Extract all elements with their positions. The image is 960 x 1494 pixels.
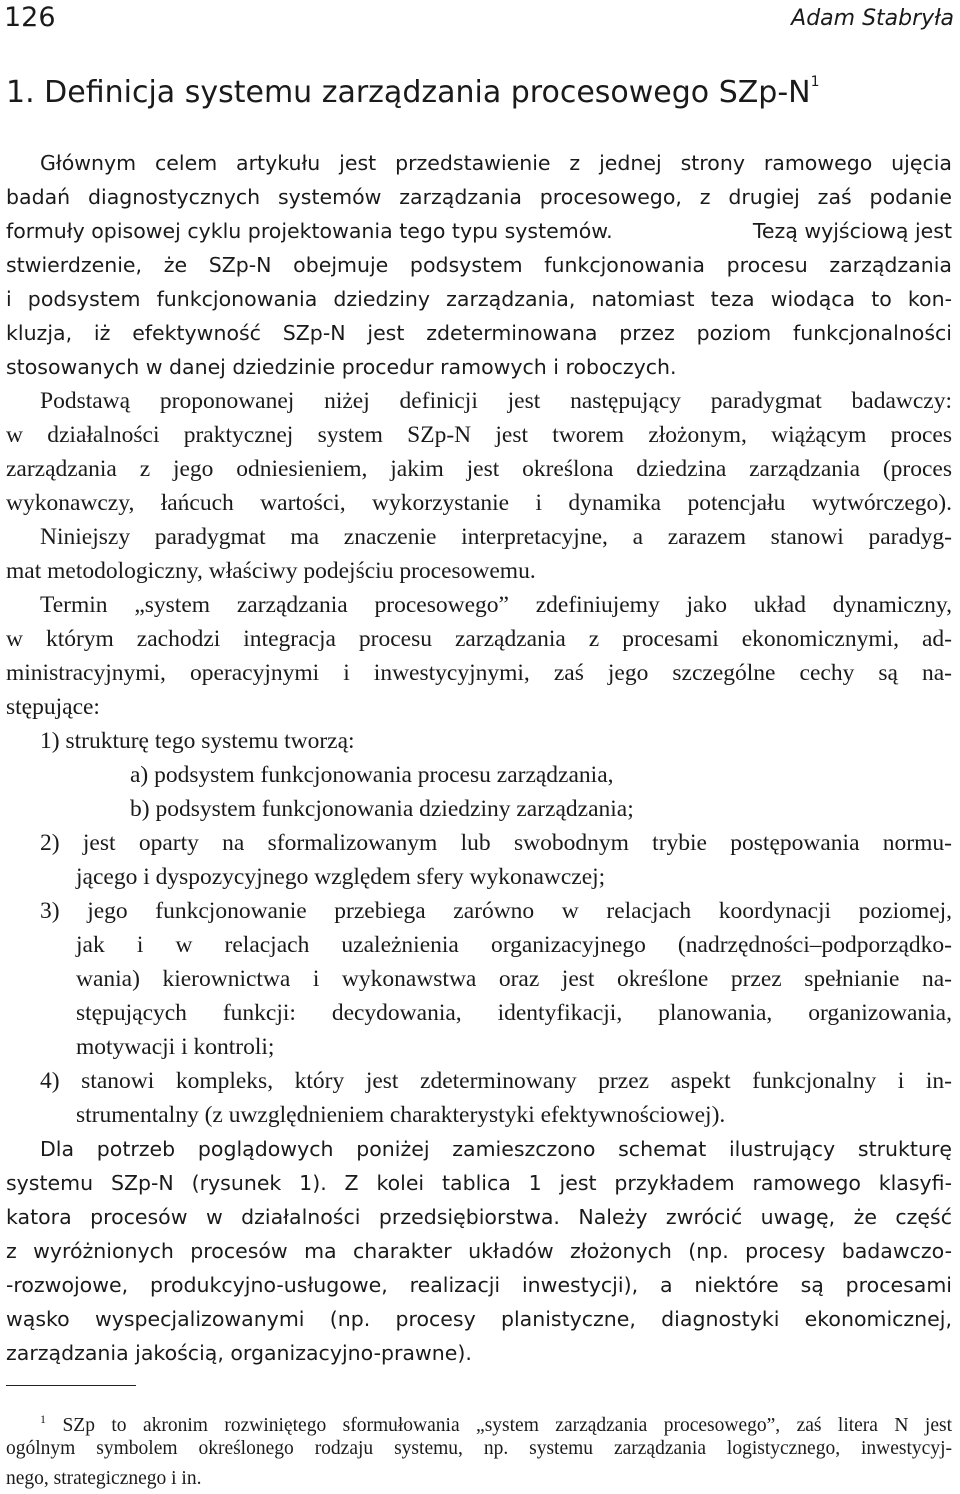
list-item: 1) strukturę tego systemu tworzą: — [40, 728, 355, 754]
list-item: 2) jest oparty na sformalizowanym lub swobodnym trybie postępowania normu- — [40, 830, 952, 856]
section-heading-text: 1. Definicja systemu zarządzania procesowego SZp-N — [6, 75, 811, 110]
text-line: wykonawczy, łańcuch wartości, wykorzystanie i dynamika potencjału wytwórczego). — [6, 490, 952, 516]
text-line: zarządzania jakością, organizacyjno-prawne). — [6, 1341, 472, 1365]
text-line: Głównym celem artykułu jest przedstawienie z jednej strony ramowego ujęcia — [40, 151, 952, 175]
text-line: Podstawą proponowanej niżej definicji jest następujący paradygmat badawczy: — [40, 388, 952, 414]
text-line: z wyróżnionych procesów ma charakter układów złożonych (np. procesy badawczo- — [6, 1239, 952, 1263]
list-item-continuation: jącego i dyspozycyjnego względem sfery wykonawczej; — [76, 864, 606, 890]
text-line: zarządzania z jego odniesieniem, jakim jest określona dziedzina zarządzania (proces — [6, 456, 952, 482]
footnote-ref: 1 — [810, 74, 820, 90]
list-item: 4) stanowi kompleks, który jest zdeterminowany przez aspekt funkcjonalny i in- — [40, 1068, 952, 1094]
text-line: Niniejszy paradygmat ma znaczenie interpretacyjne, a zarazem stanowi paradyg- — [40, 524, 952, 550]
text-line: formuły opisowej cyklu projektowania tego typu systemów. — [6, 219, 613, 243]
text-line: wąsko wyspecjalizowanymi (np. procesy planistyczne, diagnostyki ekonomicznej, — [6, 1307, 952, 1331]
text-line: stosowanych w danej dziedzinie procedur ramowych i roboczych. — [6, 355, 677, 379]
text-line: Termin „system zarządzania procesowego” zdefiniujemy jako układ dynamiczny, — [40, 592, 952, 618]
text-line: ministracyjnymi, operacyjnymi i inwestycyjnymi, zaś jego szczególne cechy są na- — [6, 660, 952, 686]
text-line: -rozwojowe, produkcyjno-usługowe, realizacji inwestycji), a niektóre są procesami — [6, 1273, 952, 1297]
text-line: stępujące: — [6, 694, 100, 720]
text-line: systemu SZp-N (rysunek 1). Z kolei tablica 1 jest przykładem ramowego klasyfi- — [6, 1171, 952, 1195]
list-item-continuation: strumentalny (z uwzględnieniem charakterystyki efektywnościowej). — [76, 1102, 726, 1128]
list-item-continuation: motywacji i kontroli; — [76, 1034, 275, 1060]
running-header — [0, 0, 960, 44]
text-line: stwierdzenie, że SZp-N obejmuje podsystem funkcjonowania procesu zarządzania — [6, 253, 952, 277]
footnote-line: ogólnym symbolem określonego rodzaju systemu, np. systemu zarządzania logistycznego, inwestycyj- — [6, 1438, 952, 1459]
list-item-continuation: wania) kierownictwa i wykonawstwa oraz jest określone przez spełnianie na- — [76, 966, 952, 992]
list-item-continuation: jak i w relacjach uzależnienia organizacyjnego (nadrzędności–podporządko- — [76, 932, 952, 958]
list-item: 3) jego funkcjonowanie przebiega zarówno w relacjach koordynacji poziomej, — [40, 898, 952, 924]
text-line: katora procesów w działalności przedsiębiorstwa. Należy zwrócić uwagę, że część — [6, 1205, 952, 1229]
text-line: mat metodologiczny, właściwy podejściu procesowemu. — [6, 558, 536, 584]
footnote-line — [40, 1404, 952, 1434]
footnote-line: nego, strategicznego i in. — [6, 1468, 202, 1489]
list-subitem: a) podsystem funkcjonowania procesu zarządzania, — [130, 762, 614, 788]
text-line: w działalności praktycznej system SZp-N jest tworem złożonym, wiążącym proces — [6, 422, 952, 448]
list-subitem: b) podsystem funkcjonowania dziedziny zarządzania; — [130, 796, 634, 822]
footnote-rule — [6, 1385, 136, 1386]
page-number: 126 — [4, 2, 56, 33]
text-line: w którym zachodzi integracja procesu zarządzania z procesami ekonomicznymi, ad- — [6, 626, 952, 652]
text-line: badań diagnostycznych systemów zarządzania procesowego, z drugiej zaś podanie — [6, 185, 952, 209]
text-line: Dla potrzeb poglądowych poniżej zamieszczono schemat ilustrujący strukturę — [40, 1137, 952, 1161]
footnote-text: SZp to akronim rozwiniętego sformułowania „system zarządzania procesowego”, zaś litera N jest — [62, 1415, 952, 1436]
section-heading — [6, 74, 820, 110]
list-item-continuation: stępujących funkcji: decydowania, identyfikacji, planowania, organizowania, — [76, 1000, 952, 1026]
footnote-marker: 1 — [40, 1412, 46, 1426]
text-line: i podsystem funkcjonowania dziedziny zarządzania, natomiast teza wiodąca to kon- — [6, 287, 952, 311]
text-line: kluzja, iż efektywność SZp-N jest zdeterminowana przez poziom funkcjonalności — [6, 321, 952, 345]
text-line: Tezą wyjściową jest — [752, 219, 952, 243]
running-author: Adam Stabryła — [791, 6, 954, 31]
